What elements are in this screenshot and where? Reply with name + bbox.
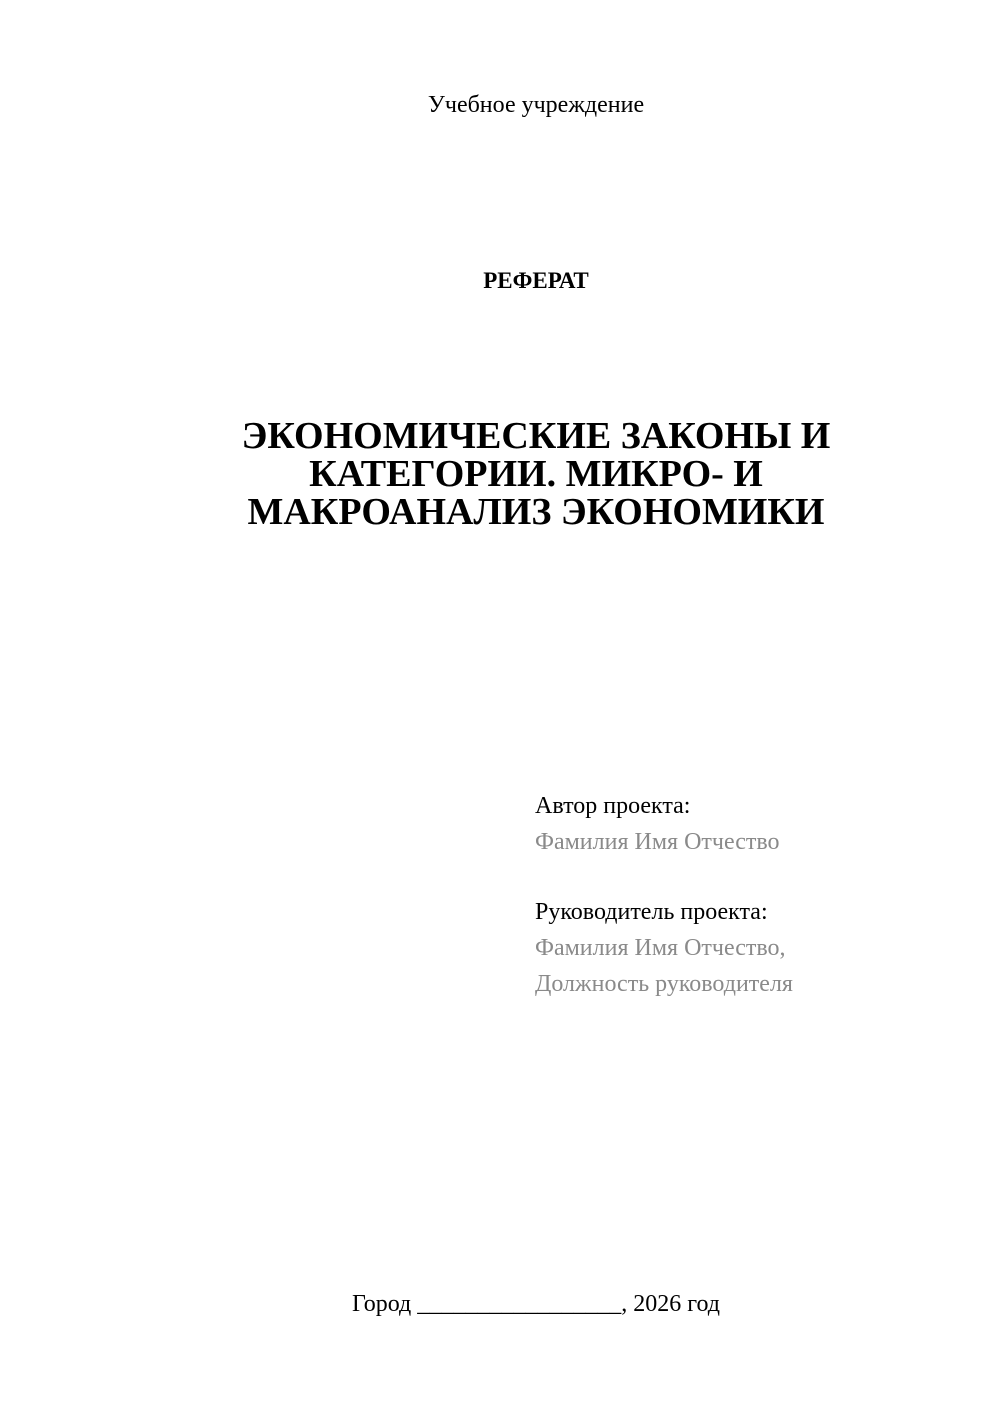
author-name: Фамилия Имя Отчество [535, 829, 780, 855]
signature-block [535, 788, 955, 1002]
document-title [206, 417, 866, 531]
supervisor-name: Фамилия Имя Отчество, [535, 935, 786, 961]
supervisor-label: Руководитель проекта: [535, 899, 768, 925]
institution-name: Учебное учреждение [427, 92, 645, 118]
city-year-line: Город _________________, 2026 год [351, 1291, 721, 1317]
document-title-line: КАТЕГОРИИ. МИКРО- И [309, 453, 763, 495]
supervisor-position: Должность руководителя [535, 971, 793, 997]
document-type: РЕФЕРАТ [483, 268, 589, 293]
author-label: Автор проекта: [535, 793, 691, 819]
document-title-line: ЭКОНОМИЧЕСКИЕ ЗАКОНЫ И [241, 415, 831, 457]
document-title-line: МАКРОАНАЛИЗ ЭКОНОМИКИ [247, 491, 825, 533]
signature-spacer [535, 860, 955, 894]
